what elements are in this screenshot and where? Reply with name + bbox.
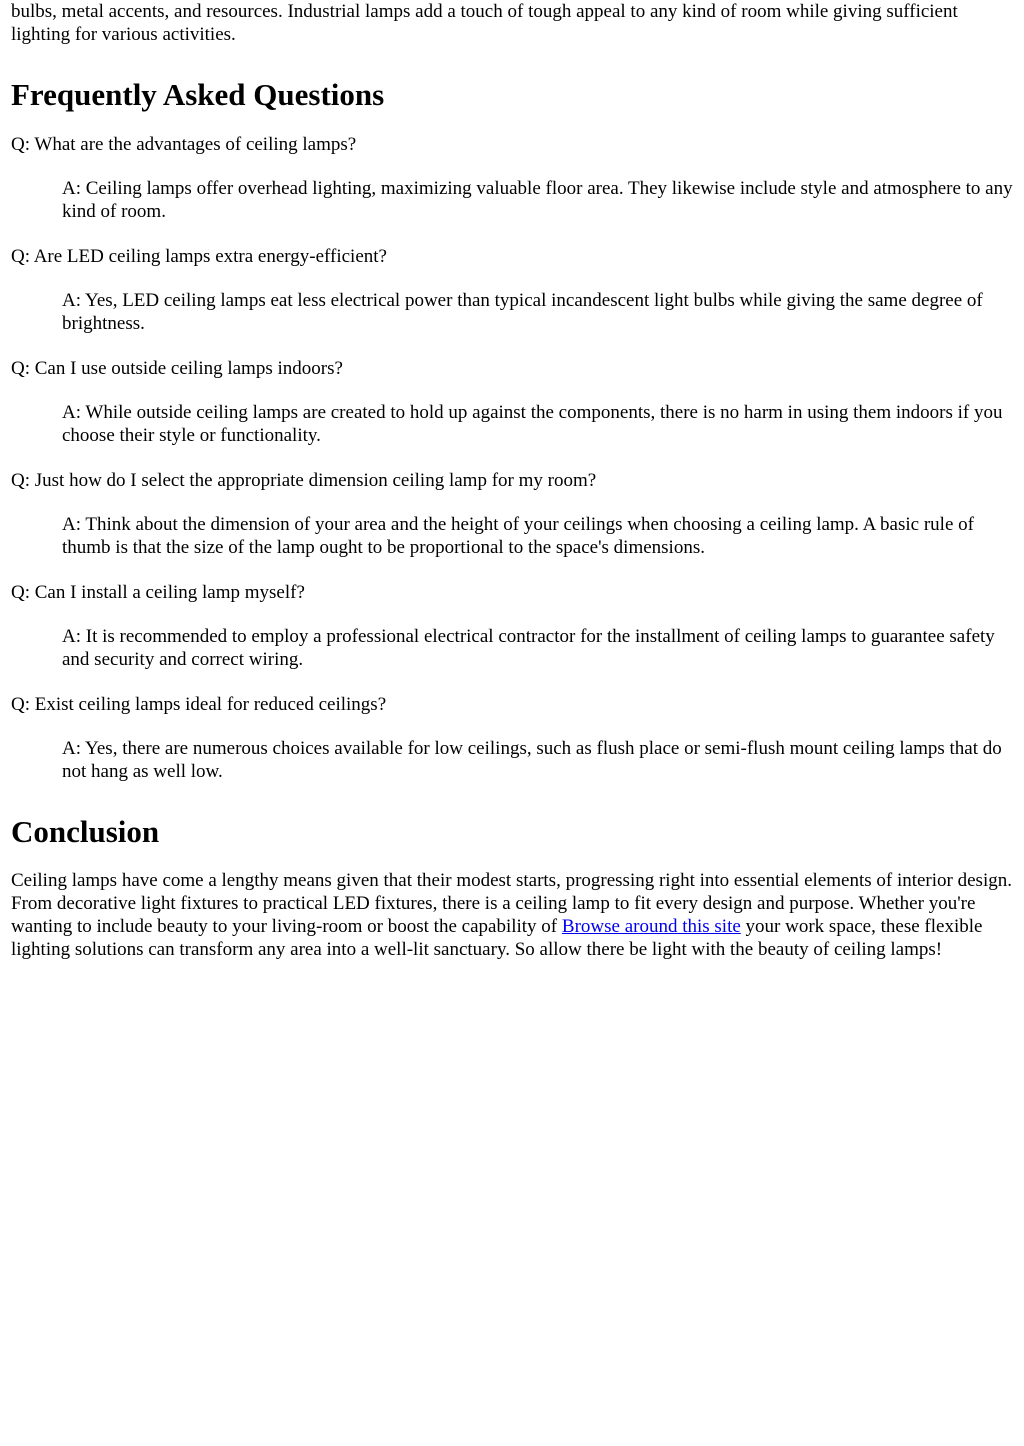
faq-question: Q: Just how do I select the appropriate dimension ceiling lamp for my room? [11,470,597,491]
faq-question: Q: Exist ceiling lamps ideal for reduced ceilings? [11,694,387,715]
faq-question: Q: Can I install a ceiling lamp myself? [11,582,305,603]
faq-answer: A: Think about the dimension of your area and the height of your ceilings when choosing a ceiling lamp. A basic rule of thumb is that the size of the lamp ought to be proportional to the space's dimensions. [62,514,974,558]
faq-answer: A: Yes, LED ceiling lamps eat less electrical power than typical incandescent light bulbs while giving the same degree of brightness. [62,290,983,334]
faq-question: Q: Can I use outside ceiling lamps indoors? [11,358,343,379]
faq-answer: A: Ceiling lamps offer overhead lighting, maximizing valuable floor area. They likewise include style and atmosphere to any kind of room. [62,178,1013,222]
browse-site-link[interactable]: Browse around this site [561,916,741,937]
faq-answer: A: It is recommended to employ a professional electrical contractor for the installment of ceiling lamps to guarantee safety and security and correct wiring. [62,626,995,670]
faq-answer: A: While outside ceiling lamps are created to hold up against the components, there is no harm in using them indoors if you choose their style or functionality. [62,402,1003,446]
faq-question: Q: Are LED ceiling lamps extra energy-efficient? [11,246,387,267]
conclusion-text-end: your work space, these flexible lighting solutions can transform any area into a well-lit sanctuary. So allow there be light with the beauty of ceiling lamps! [11,916,983,960]
faq-heading: Frequently Asked Questions [11,77,385,112]
faq-question: Q: What are the advantages of ceiling lamps? [11,134,357,155]
intro-paragraph: bulbs, metal accents, and resources. Industrial lamps add a touch of tough appeal to any kind of room while giving sufficient lighting for various activities. [11,1,958,45]
conclusion-paragraph [11,869,1013,961]
faq-answer: A: Yes, there are numerous choices available for low ceilings, such as flush place or semi-flush mount ceiling lamps that do not hang as well low. [62,738,1002,782]
conclusion-heading: Conclusion [11,814,160,849]
conclusion-text-start: Ceiling lamps have come a lengthy means given that their modest starts, progressing right into essential elements of interior design. From decorative light fixtures to practical LED fixtures, there is a ceiling lamp to fit every design and purpose. Whether you're wanting to include beauty to your living-room or boost the capability of [11,870,1012,937]
